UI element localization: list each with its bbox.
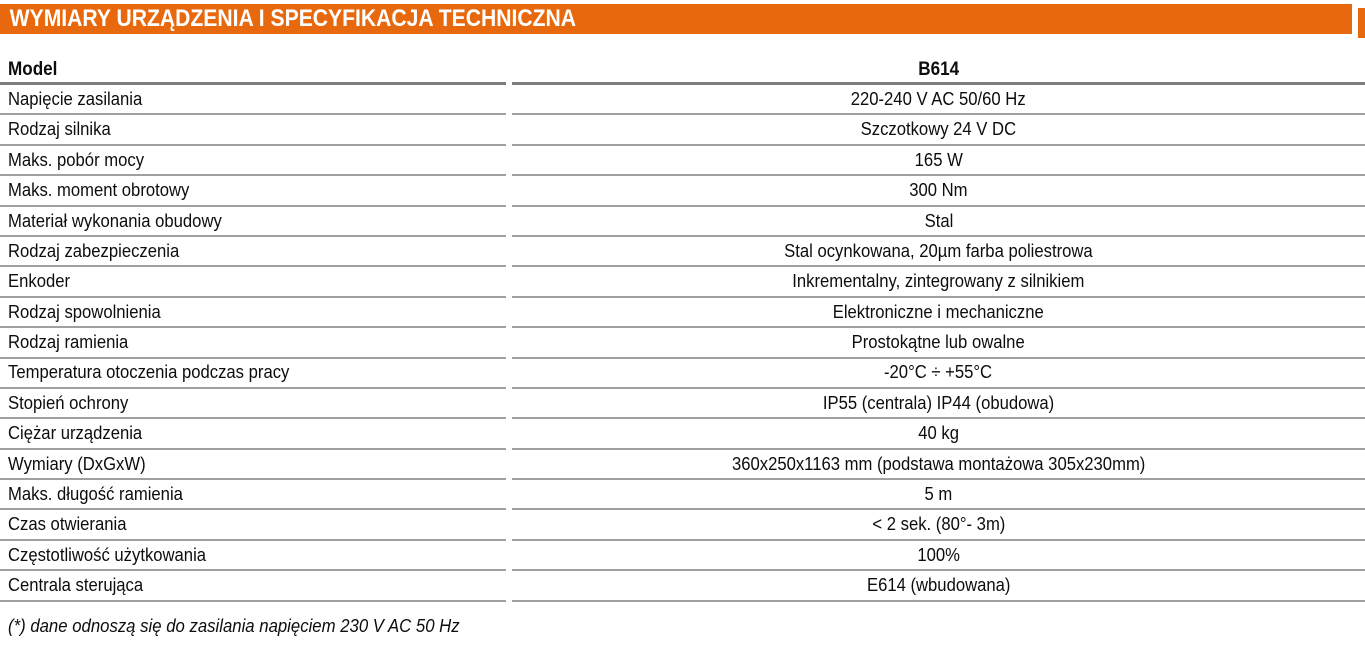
model-number: B614 [918,59,959,80]
row-value: Elektroniczne i mechaniczne [512,298,1365,328]
row-value: 165 W [512,146,1365,176]
table-row [0,176,1365,206]
row-label: Rodzaj zabezpieczenia [0,237,506,267]
model-header-label: Model [8,59,58,80]
table-row [0,207,1365,237]
table-row [0,419,1365,449]
row-value: Stal ocynkowana, 20µm farba poliestrowa [512,237,1365,267]
spec-table [0,53,1365,602]
row-value: 220-240 V AC 50/60 Hz [512,85,1365,115]
table-row [0,146,1365,176]
row-value: Prostokątne lub owalne [512,328,1365,358]
table-row [0,359,1365,389]
row-label: Maks. moment obrotowy [0,176,506,206]
section-title: WYMIARY URZĄDZENIA I SPECYFIKACJA TECHNICZNA [9,5,577,32]
table-row [0,510,1365,540]
row-label: Maks. długość ramienia [0,480,506,510]
row-value: 360x250x1163 mm (podstawa montażowa 305x230mm) [512,450,1365,480]
row-label: Temperatura otoczenia podczas pracy [0,359,506,389]
row-label: Maks. pobór mocy [0,146,506,176]
row-value: Inkrementalny, zintegrowany z silnikiem [512,267,1365,297]
row-label: Stopień ochrony [0,389,506,419]
footnote-text: (*) dane odnoszą się do zasilania napięciem 230 V AC 50 Hz [8,615,460,636]
row-value: IP55 (centrala) IP44 (obudowa) [512,389,1365,419]
table-header-row [0,53,1365,85]
row-value: 300 Nm [512,176,1365,206]
model-number-cell [512,53,1365,85]
section-header-banner [0,4,1352,34]
row-value: 100% [512,541,1365,571]
row-value: -20°C ÷ +55°C [512,359,1365,389]
table-row [0,115,1365,145]
table-row [0,480,1365,510]
row-label: Centrala sterująca [0,571,506,601]
row-label: Rodzaj silnika [0,115,506,145]
table-row [0,541,1365,571]
row-label: Ciężar urządzenia [0,419,506,449]
row-label: Rodzaj ramienia [0,328,506,358]
row-label: Częstotliwość użytkowania [0,541,506,571]
table-row [0,389,1365,419]
row-label: Enkoder [0,267,506,297]
row-value: Stal [512,207,1365,237]
table-row [0,328,1365,358]
model-header-cell [0,53,506,85]
row-value: 40 kg [512,419,1365,449]
spec-sheet-page [0,4,1365,637]
row-label: Materiał wykonania obudowy [0,207,506,237]
table-row [0,450,1365,480]
row-label: Czas otwierania [0,510,506,540]
table-row [0,571,1365,601]
table-row [0,237,1365,267]
table-row [0,267,1365,297]
row-label: Napięcie zasilania [0,85,506,115]
table-row [0,298,1365,328]
banner-edge-accent [1358,8,1365,38]
row-label: Wymiary (DxGxW) [0,450,506,480]
table-row [0,85,1365,115]
row-value: Szczotkowy 24 V DC [512,115,1365,145]
row-label: Rodzaj spowolnienia [0,298,506,328]
row-value: E614 (wbudowana) [512,571,1365,601]
footnote [8,616,1365,637]
row-value: < 2 sek. (80°- 3m) [512,510,1365,540]
row-value: 5 m [512,480,1365,510]
